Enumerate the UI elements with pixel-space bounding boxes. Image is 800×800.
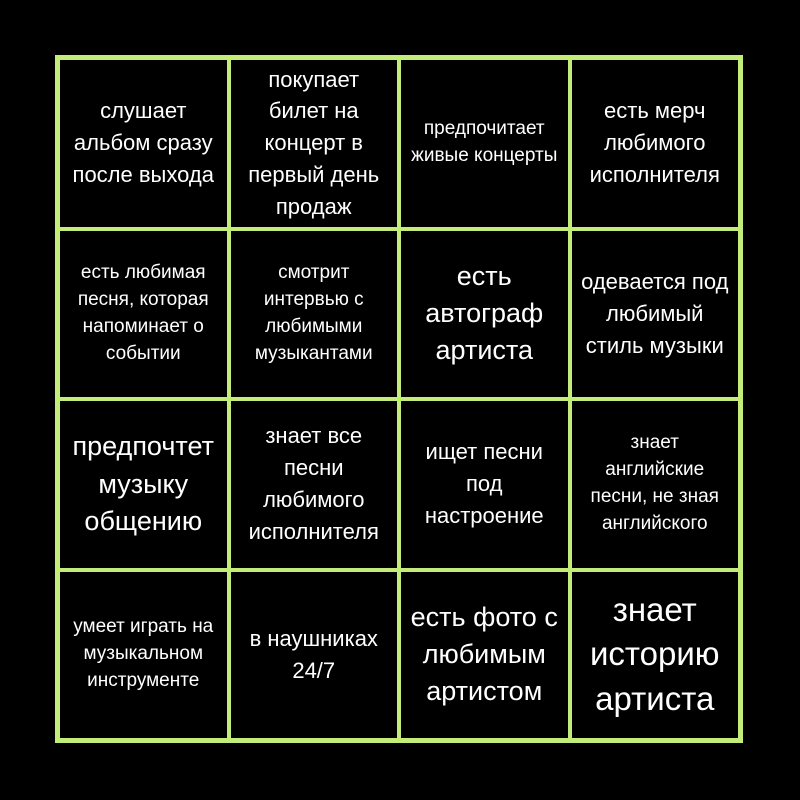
bingo-cell[interactable] (229, 58, 400, 229)
cell-text: есть мерч любимого исполнителя (589, 98, 720, 188)
cell-text: умеет играть на музыкальном инструменте (73, 616, 214, 692)
cell-text: предпочитает живые концерты (411, 118, 558, 167)
cell-text: в наушниках 24/7 (249, 625, 378, 683)
bingo-cell[interactable] (58, 570, 229, 741)
cell-text: ищет песни под настроение (424, 439, 544, 529)
cell-text: покупает билет на концерт в первый день продаж (248, 66, 380, 220)
bingo-cell[interactable] (399, 58, 570, 229)
cell-text: предпочтет музыку общению (72, 431, 214, 536)
bingo-cell[interactable] (399, 570, 570, 741)
bingo-cell[interactable] (229, 570, 400, 741)
bingo-board (55, 55, 743, 743)
cell-text: смотрит интервью с любимыми музыкантами (254, 261, 373, 364)
bingo-cell[interactable] (229, 229, 400, 400)
cell-text: знает историю артиста (589, 590, 720, 718)
bingo-cell[interactable] (570, 229, 741, 400)
cell-text: есть автограф артиста (425, 260, 544, 366)
bingo-cell[interactable] (570, 58, 741, 229)
bingo-cell[interactable] (570, 399, 741, 570)
bingo-cell[interactable] (58, 229, 229, 400)
bingo-cell[interactable] (399, 229, 570, 400)
bingo-cell[interactable] (399, 399, 570, 570)
cell-text: есть любимая песня, которая напоминает о событии (77, 261, 209, 364)
bingo-cell[interactable] (58, 399, 229, 570)
cell-text: есть фото с любимым артистом (410, 601, 558, 707)
cell-text: знает все песни любимого исполнителя (248, 423, 379, 545)
cell-text: слушает альбом сразу после выхода (72, 98, 214, 188)
cell-text: знает английские песни, не зная английского (590, 432, 719, 535)
cell-text: одевается под любимый стиль музыки (581, 268, 729, 358)
bingo-cell[interactable] (58, 58, 229, 229)
bingo-cell[interactable] (570, 570, 741, 741)
bingo-cell[interactable] (229, 399, 400, 570)
